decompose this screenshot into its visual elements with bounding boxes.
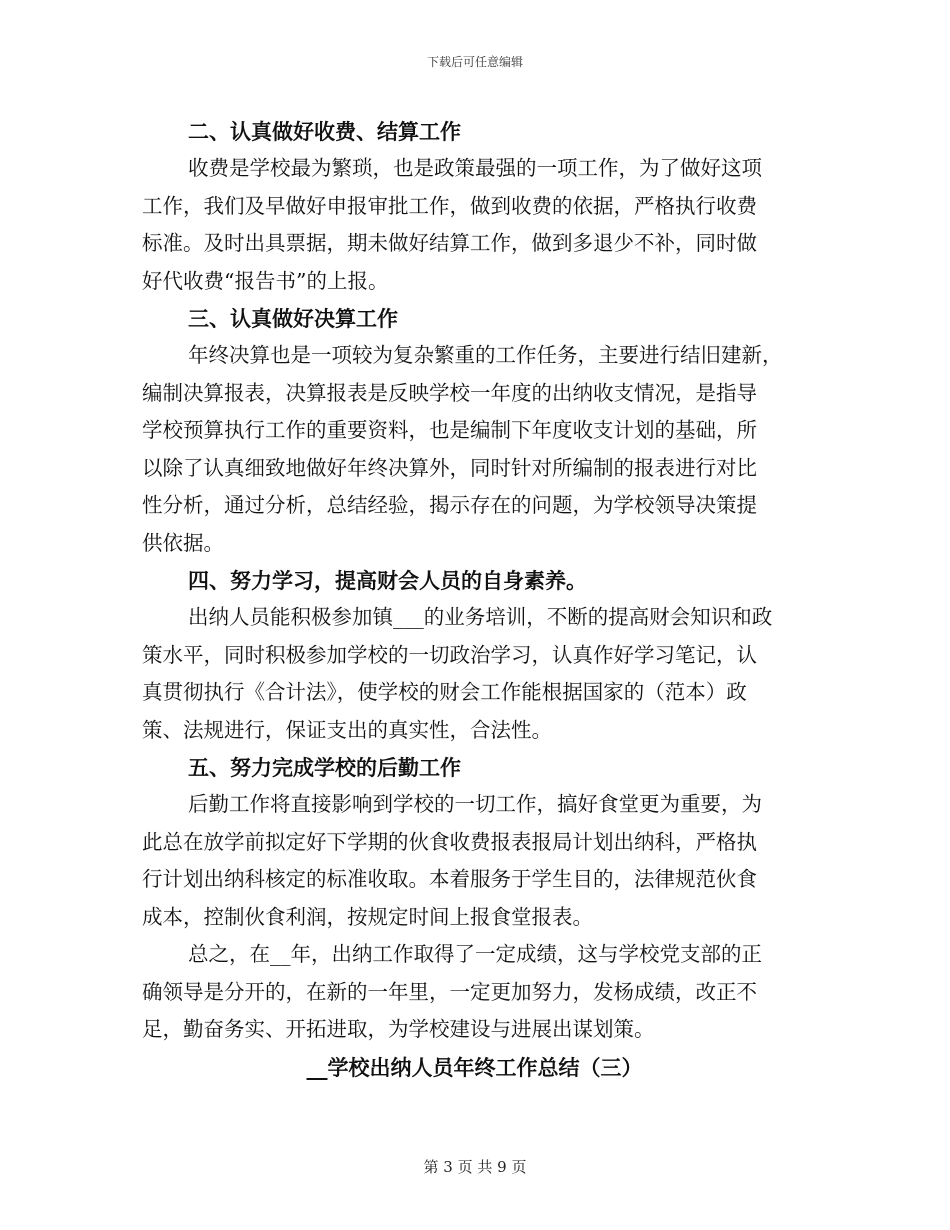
paragraph-line: 出纳人员能积极参加镇___的业务培训，不断的提高财会知识和政 (188, 605, 773, 629)
paragraph-line: 此总在放学前拟定好下学期的伙食收费报表报局计划出纳科，严格执 (142, 829, 757, 854)
section-logistics (142, 749, 807, 936)
section-heading: 四、努力学习，提高财会人员的自身素养。 (188, 568, 587, 593)
paragraph-line: 标准。及时出具票据，期未做好结算工作，做到多退少不补，同时做 (142, 231, 757, 255)
paragraph-line: 总之，在__年，出纳工作取得了一定成绩，这与学校党支部的正 (188, 942, 762, 966)
paragraph-line: 行计划出纳科核定的标准收取。本着服务于学生目的，法律规范伙食 (142, 867, 757, 891)
page-number: 第 3 页 共 9 页 (423, 1158, 527, 1176)
paragraph-line: 学校预算执行工作的重要资料，也是编制下年度收支计划的基础，所 (142, 418, 757, 442)
conclusion-paragraph (142, 936, 807, 1049)
paragraph-line: 策水平，同时积极参加学校的一切政治学习，认真作好学习笔记，认 (142, 642, 757, 667)
running-header: 下载后可任意编辑 (426, 55, 523, 69)
document-body (142, 113, 807, 1086)
paragraph-line: 策、法规进行，保证支出的真实性，合法性。 (142, 717, 552, 742)
paragraph-line: 确领导是分开的，在新的一年里，一定更加努力，发杨成绩，改正不 (142, 979, 757, 1004)
section-paragraph (142, 150, 807, 300)
paragraph-line: 编制决算报表，决算报表是反映学校一年度的出纳收支情况，是指导 (142, 380, 757, 405)
section-heading: 二、认真做好收费、结算工作 (188, 119, 461, 144)
section-paragraph (142, 337, 807, 562)
paragraph-line: 真贯彻执行《合计法》，使学校的财会工作能根据国家的（范本）政 (142, 680, 747, 704)
next-document-title: __学校出纳人员年终工作总结（三） (306, 1054, 643, 1080)
section-fees (142, 113, 807, 300)
paragraph-line: 供依据。 (142, 530, 224, 555)
paragraph-line: 成本，控制伙食利润，按规定时间上报食堂报表。 (142, 904, 593, 929)
paragraph-line: 足，勤奋务实、开拓进取，为学校建设与进展出谋划策。 (142, 1017, 655, 1041)
section-paragraph (142, 599, 807, 749)
section-final-accounts (142, 300, 807, 562)
paragraph-line: 工作，我们及早做好申报审批工作，做到收费的依据，严格执行收费 (142, 193, 757, 218)
paragraph-line: 年终决算也是一项较为复杂繁重的工作任务，主要进行结旧建新， (188, 343, 783, 367)
paragraph-line: 收费是学校最为繁琐，也是政策最强的一项工作，为了做好这项 (188, 156, 762, 180)
section-study (142, 562, 807, 749)
section-heading: 三、认真做好决算工作 (188, 306, 398, 331)
section-heading: 五、努力完成学校的后勤工作 (188, 755, 461, 780)
section-paragraph (142, 786, 807, 936)
paragraph-line: 性分析，通过分析，总结经验，揭示存在的问题，为学校领导决策提 (142, 493, 757, 517)
conclusion (142, 936, 807, 1049)
paragraph-line: 后勤工作将直接影响到学校的一切工作，搞好食堂更为重要，为 (188, 792, 762, 816)
paragraph-line: 好代收费“报告书”的上报。 (142, 268, 389, 293)
paragraph-line: 以除了认真细致地做好年终决算外，同时针对所编制的报表进行对比 (142, 455, 757, 480)
